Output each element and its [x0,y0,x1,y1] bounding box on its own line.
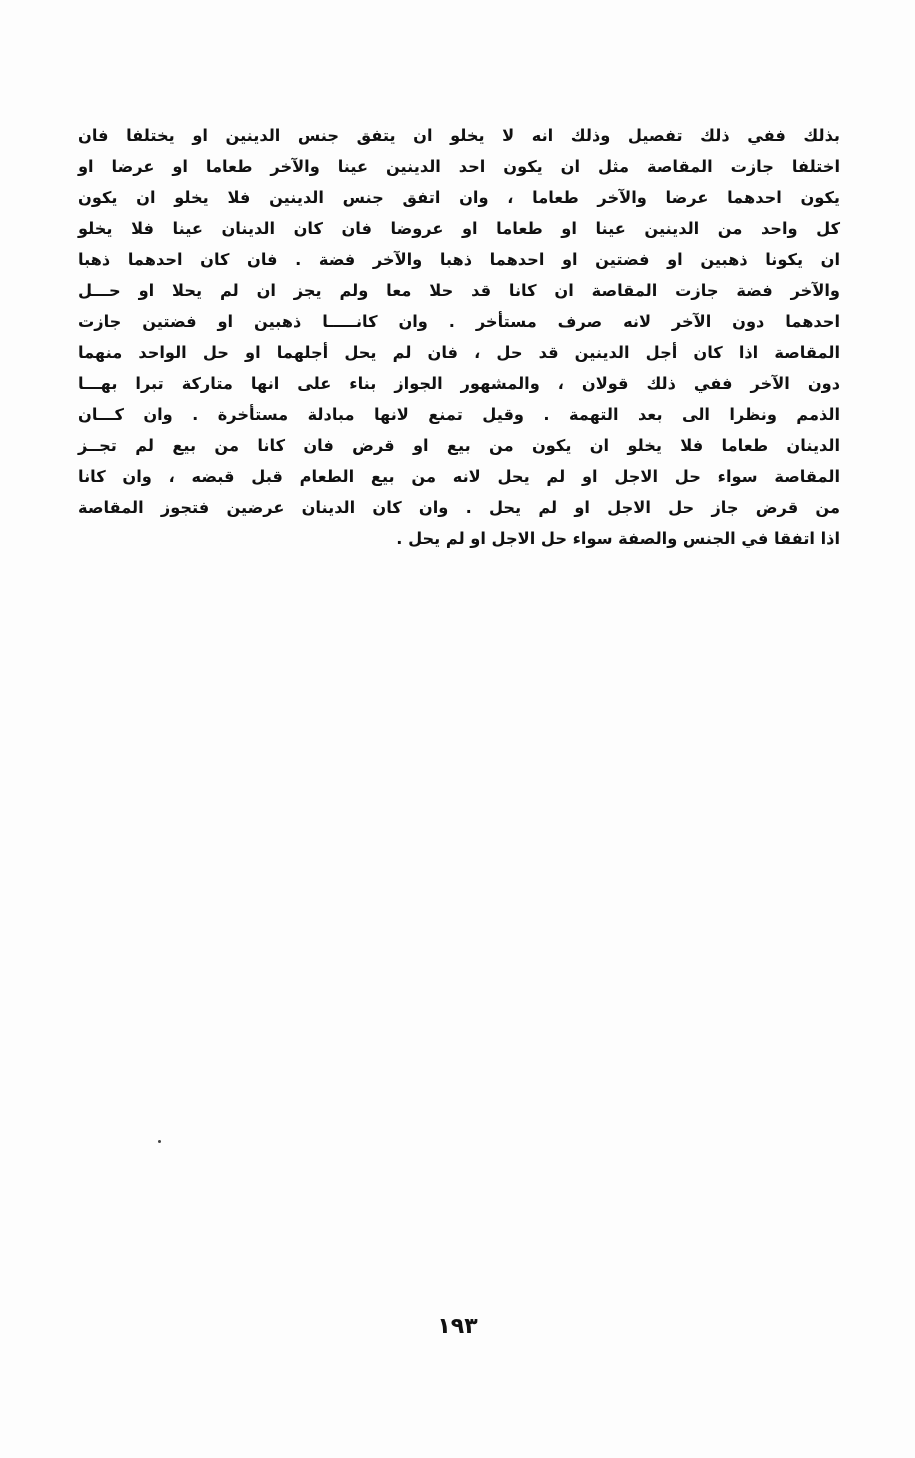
scan-speck [158,1140,161,1143]
text-line: من قرض جاز حل الاجل او لم يحل . وان كان الدينان عرضين فتجوز المقاصة [78,498,840,517]
text-line: كل واحد من الدينين عينا او طعاما او عروضا فان كان الدينان عينا فلا يخلو [78,219,840,238]
text-line: المقاصة سواء حل الاجل او لم يحل لانه من بيع الطعام قبل قبضه ، وان كانا [78,467,840,486]
text-line: بذلك ففي ذلك تفصيل وذلك انه لا يخلو ان يتفق جنس الدينين او يختلفا فان [78,126,840,145]
text-line: والآخر فضة جازت المقاصة ان كانا قد حلا معا ولم يجز ان لم يحلا او حـــل [78,281,840,300]
text-line: المقاصة اذا كان أجل الدينين قد حل ، فان لم يحل أجلهما او حل الواحد منهما [78,343,840,362]
body-text [78,120,840,554]
text-line: الذمم ونظرا الى بعد التهمة . وقيل تمنع لانها مبادلة مستأخرة . وان كـــان [78,405,840,424]
text-line-last: اذا اتفقا في الجنس والصفة سواء حل الاجل او لم يحل . [396,529,840,548]
page-number: ١٩٣ [437,1314,478,1339]
text-line: الدينان طعاما فلا يخلو ان يكون من بيع او قرض فان كانا من بيع لم تجــز [78,436,840,455]
text-line: ان يكونا ذهبين او فضتين او احدهما ذهبا والآخر فضة . فان كان احدهما ذهبا [78,250,840,269]
text-line: احدهما دون الآخر لانه صرف مستأخر . وان كانـــــا ذهبين او فضتين جازت [78,312,840,331]
text-line: يكون احدهما عرضا والآخر طعاما ، وان اتفق جنس الدينين فلا يخلو ان يكون [78,188,840,207]
text-line: اختلفا جازت المقاصة مثل ان يكون احد الدينين عينا والآخر طعاما او عرضا او [78,157,840,176]
text-line: دون الآخر ففي ذلك قولان ، والمشهور الجواز بناء على انها متاركة تبرا بهـــا [78,374,840,393]
